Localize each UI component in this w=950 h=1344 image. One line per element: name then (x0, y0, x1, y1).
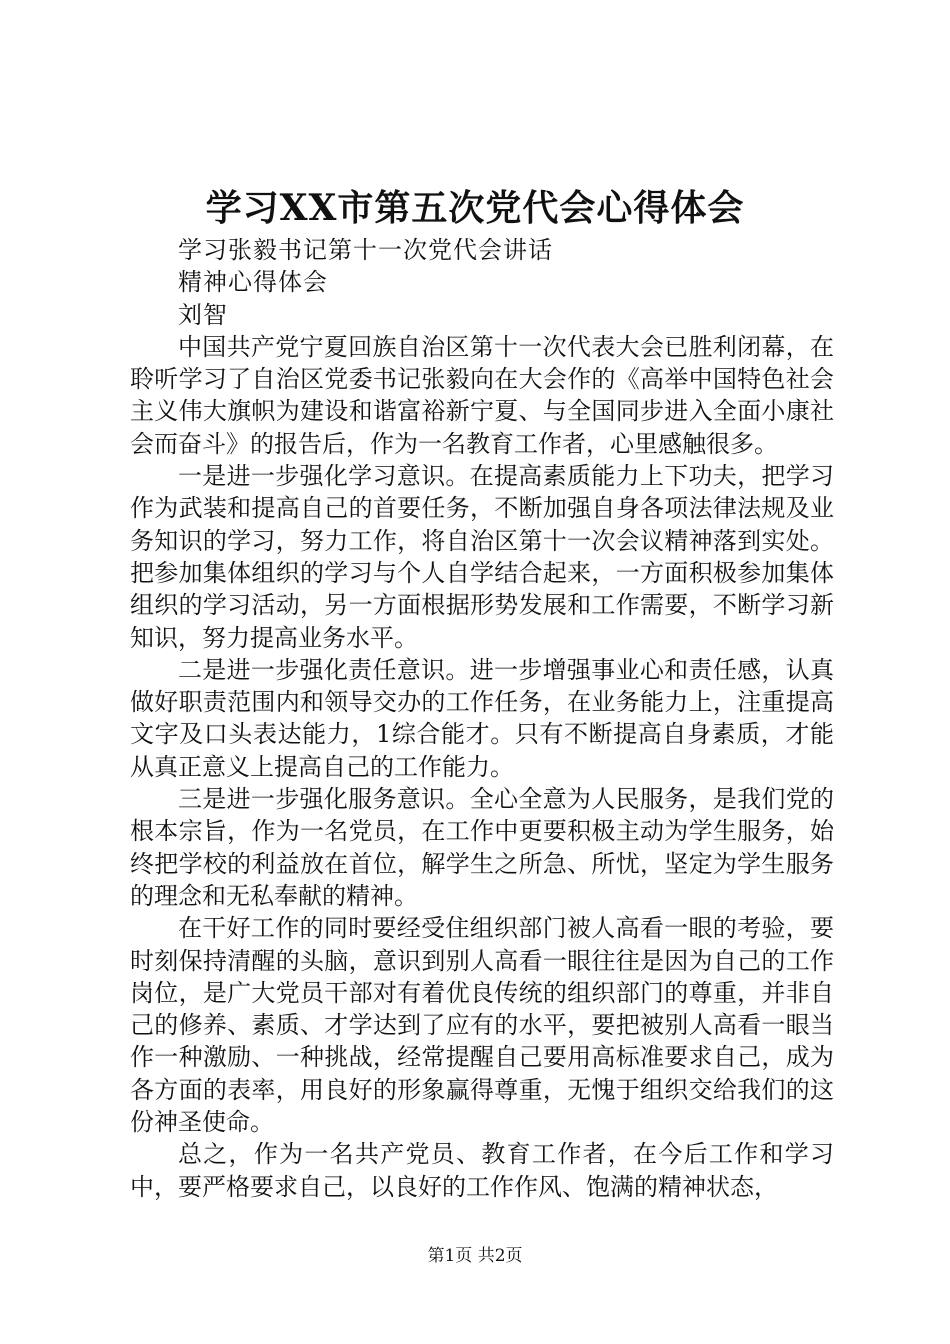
paragraph: 二是进一步强化责任意识。进一步增强事业心和责任感，认真做好职责范围内和领导交办的工作任务，在业务能力上，注重提高文字及口头表达能力，1综合能才。只有不断提高自身素质，才能从真正意义上提高自己的工作能力。 (130, 655, 834, 781)
author-name: 刘智 (178, 300, 228, 329)
subtitle-line-2: 精神心得体会 (178, 268, 328, 297)
paragraph: 中国共产党宁夏回族自治区第十一次代表大会已胜利闭幕，在聆听学习了自治区党委书记张毅向在大会作的《高举中国特色社会主义伟大旗帜为建设和谐富裕新宁夏、与全国同步进入全面小康社会而奋斗》的报告后，作为一名教育工作者，心里感触很多。 (130, 332, 834, 458)
subtitle-line-1: 学习张毅书记第十一次党代会讲话 (178, 236, 553, 264)
page-footer: 第1页 共2页 (427, 1246, 523, 1266)
document-body (130, 234, 834, 1203)
document-title: 学习XX市第五次党代会心得体会 (205, 187, 745, 229)
paragraph: 总之，作为一名共产党员、教育工作者，在今后工作和学习中，要严格要求自己，以良好的工作作风、饱满的精神状态， (130, 1140, 834, 1201)
paragraph: 在干好工作的同时要经受住组织部门被人高看一眼的考验，要时刻保持清醒的头脑，意识到别人高看一眼往往是因为自己的工作岗位，是广大党员干部对有着优良传统的组织部门的尊重，并非自己的修养、素质、才学达到了应有的水平，要把被别人高看一眼当作一种激励、一种挑战，经常提醒自己要用高标准要求自己，成为各方面的表率，用良好的形象赢得尊重，无愧于组织交给我们的这份神圣使命。 (130, 914, 834, 1137)
paragraph: 三是进一步强化服务意识。全心全意为人民服务，是我们党的根本宗旨，作为一名党员，在工作中更要积极主动为学生服务，始终把学校的利益放在首位，解学生之所急、所忧，坚定为学生服务的理念和无私奉献的精神。 (130, 785, 834, 910)
paragraph: 一是进一步强化学习意识。在提高素质能力上下功夫，把学习作为武装和提高自己的首要任务，不断加强自身各项法律法规及业务知识的学习，努力工作，将自治区第十一次会议精神落到实处。把参加集体组织的学习与个人自学结合起来，一方面积极参加集体组织的学习活动，另一方面根据形势发展和工作需要，不断学习新知识，努力提高业务水平。 (130, 462, 834, 652)
